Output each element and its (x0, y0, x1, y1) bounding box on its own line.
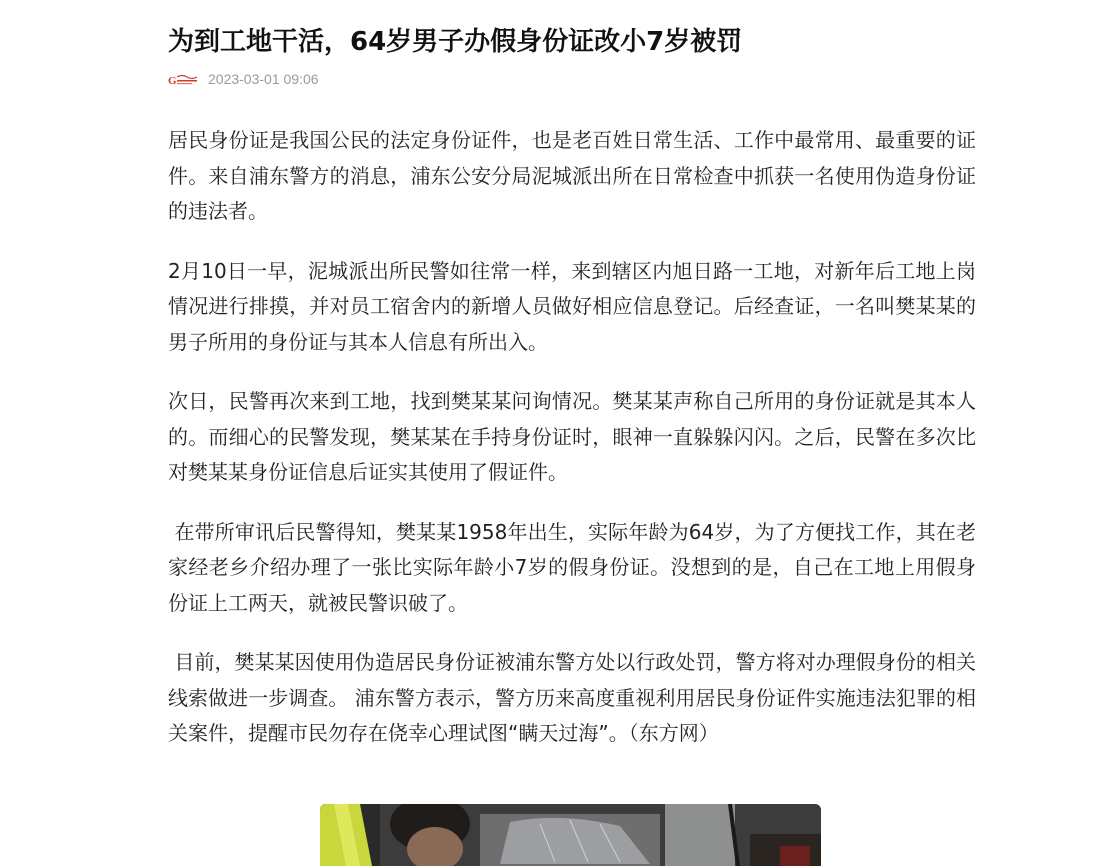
paragraph-2: 2月10日一早，泥城派出所民警如往常一样，来到辖区内旭日路一工地，对新年后工地上岗情况进行排摸，并对员工宿舍内的新增人员做好相应信息登记。后经查证，一名叫樊某某的男子所用的身份证与其本人信息有所出入。 (168, 258, 976, 354)
svg-text:G: G (168, 75, 177, 87)
paragraph-3: 次日，民警再次来到工地，找到樊某某问询情况。樊某某声称自己所用的身份证就是其本人的。而细心的民警发现，樊某某在手持身份证时，眼神一直躲躲闪闪。之后，民警在多次比对樊某某身份证信息后证实其使用了假证件。 (168, 389, 976, 484)
paragraph-5: 目前，樊某某因使用伪造居民身份证被浦东警方处以行政处罚，警方将对办理假身份的相关线索做进一步调查。 浦东警方表示，警方历来高度重视利用居民身份证件实施违法犯罪的相关案件，提醒市民勿存在侥幸心理试图“瞒天过海”。（东方网） (168, 650, 977, 745)
news-photo[interactable] (320, 804, 821, 866)
article-title: 为到工地干活，64岁男子办假身份证改小7岁被罚 (168, 27, 743, 57)
paragraph-4: 在带所审讯后民警得知，樊某某1958年出生，实际年龄为64岁，为了方便找工作，其在老家经老乡介绍办理了一张比实际年龄小7岁的假身份证。没想到的是，自己在工地上用假身份证上工两天，就被民警识破了。 (168, 519, 976, 615)
article-body (168, 123, 976, 752)
paragraph-1: 居民身份证是我国公民的法定身份证件，也是老百姓日常生活、工作中最常用、最重要的证件。来自浦东警方的消息，浦东公安分局泥城派出所在日常检查中抓获一名使用伪造身份证的违法者。 (168, 128, 976, 223)
source-logo[interactable] (168, 72, 198, 86)
article-meta (168, 67, 976, 91)
publish-time: 2023-03-01 09:06 (208, 71, 319, 87)
article (168, 0, 976, 776)
